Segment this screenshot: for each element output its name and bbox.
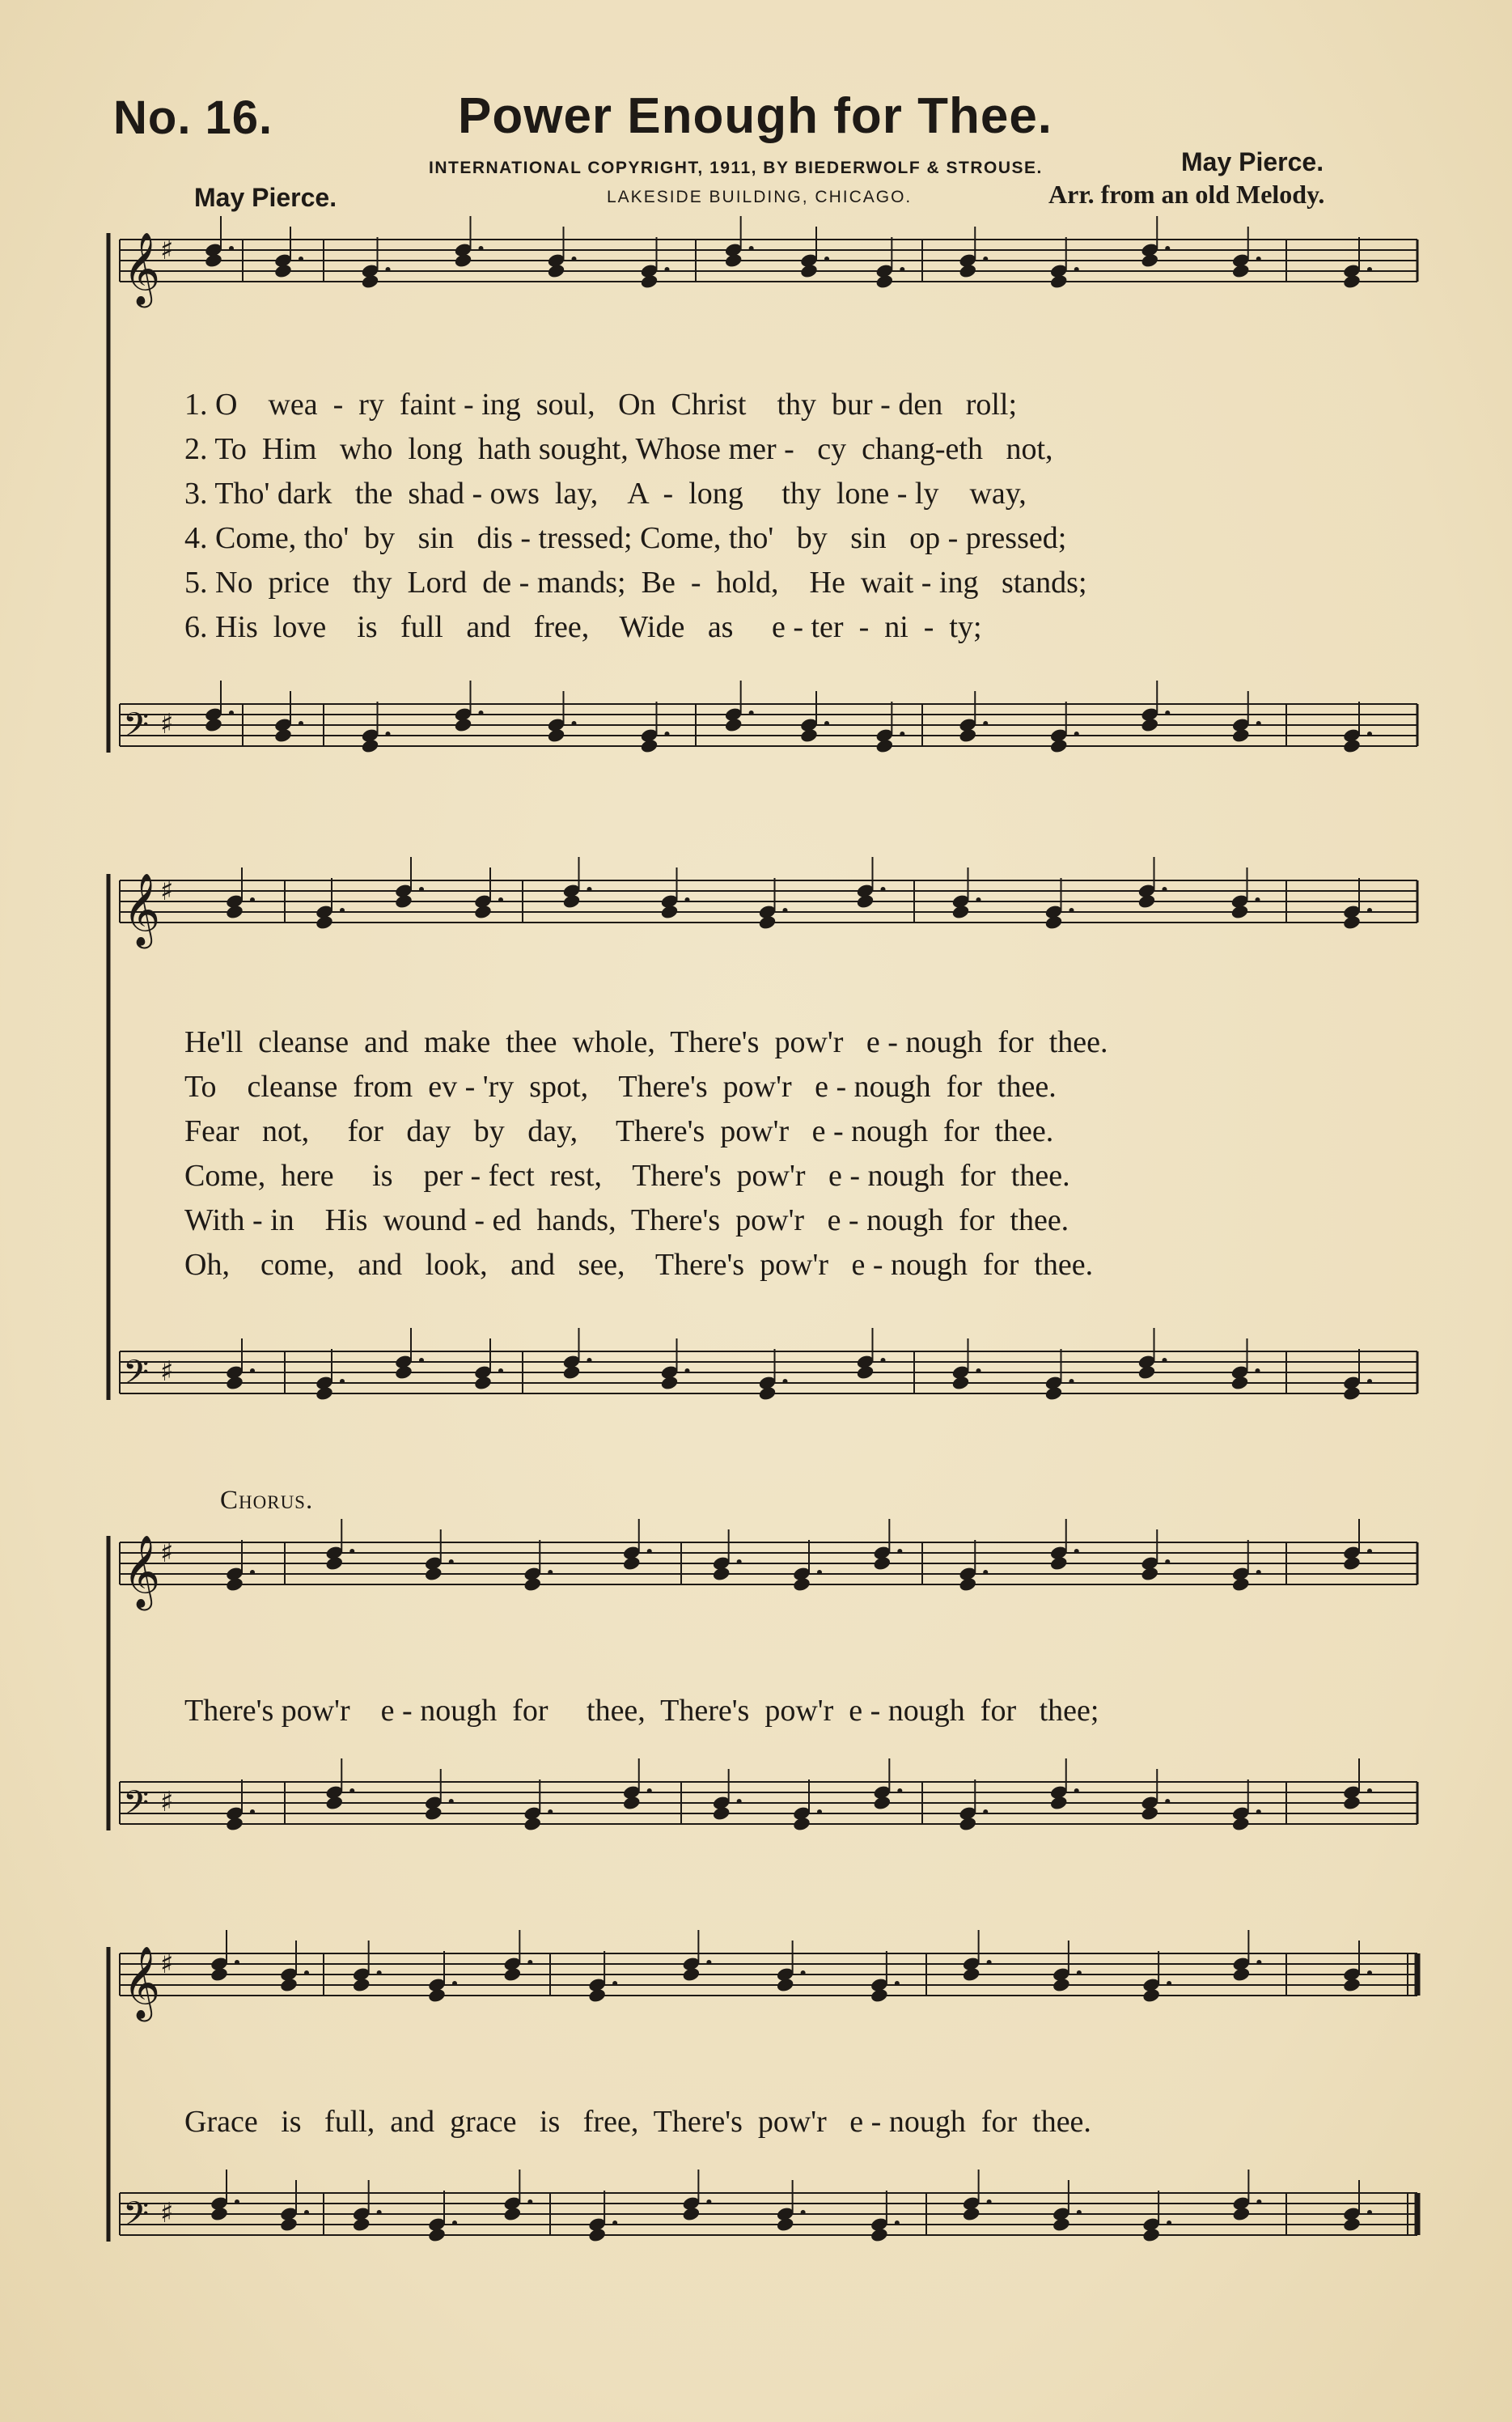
svg-text:♯: ♯	[160, 234, 174, 266]
music-credit: May Pierce.	[1181, 147, 1324, 176]
svg-text:𝄞: 𝄞	[123, 232, 161, 305]
svg-text:♯: ♯	[160, 875, 174, 907]
verse-4-line-2: Come, here is per - fect rest, There's pow'r e - nough for thee.	[184, 1159, 1070, 1193]
arrangement-credit: Arr. from an old Melody.	[1048, 180, 1325, 209]
verse-1-line-2: He'll cleanse and make thee whole, There's pow'r e - nough for thee.	[184, 1025, 1108, 1059]
copyright-notice: INTERNATIONAL COPYRIGHT, 1911, BY BIEDERWOLF & STROUSE.	[429, 159, 1043, 177]
words-credit: May Pierce.	[194, 183, 337, 212]
verse-1-line-1: 1. O wea - ry faint - ing soul, On Christ thy bur - den roll;	[184, 388, 1018, 422]
hymn-title: Power Enough for Thee.	[458, 88, 1053, 144]
svg-text:𝄢: 𝄢	[123, 1784, 150, 1830]
svg-text:𝄢: 𝄢	[123, 1353, 150, 1400]
svg-text:♯: ♯	[160, 1355, 174, 1388]
chorus-label: Chorus.	[220, 1486, 314, 1515]
hymn-number: No. 16.	[113, 91, 273, 144]
verse-5-line-2: With - in His wound - ed hands, There's pow'r e - nough for thee.	[184, 1203, 1069, 1237]
chorus-line-1: There's pow'r e - nough for thee, There's pow'r e - nough for thee;	[184, 1694, 1099, 1728]
svg-text:𝄞: 𝄞	[123, 1946, 161, 2019]
verse-3-line-2: Fear not, for day by day, There's pow'r e - nough for thee.	[184, 1114, 1054, 1148]
svg-text:𝄢: 𝄢	[123, 706, 150, 753]
verse-6-line-2: Oh, come, and look, and see, There's pow'r e - nough for thee.	[184, 1248, 1094, 1282]
chorus-line-2: Grace is full, and grace is free, There's pow'r e - nough for thee.	[184, 2105, 1091, 2139]
verse-6-line-1: 6. His love is full and free, Wide as e - ter - ni - ty;	[184, 610, 982, 644]
verse-4-line-1: 4. Come, tho' by sin dis - tressed; Come, tho' by sin op - pressed;	[184, 521, 1067, 555]
svg-text:𝄞: 𝄞	[123, 873, 161, 946]
svg-text:♯: ♯	[160, 1537, 174, 1569]
svg-text:♯: ♯	[160, 708, 174, 740]
verse-2-line-2: To cleanse from ev - 'ry spot, There's pow'r e - nough for thee.	[184, 1070, 1057, 1104]
publisher-address: LAKESIDE BUILDING, CHICAGO.	[607, 188, 913, 206]
svg-text:♯: ♯	[160, 1948, 174, 1980]
svg-text:♯: ♯	[160, 1786, 174, 1818]
svg-text:♯: ♯	[160, 2197, 174, 2229]
verse-2-line-1: 2. To Him who long hath sought, Whose mer - cy chang-eth not,	[184, 432, 1053, 466]
svg-text:𝄞: 𝄞	[123, 1535, 161, 1608]
svg-text:𝄢: 𝄢	[123, 2195, 150, 2242]
verse-3-line-1: 3. Tho' dark the shad - ows lay, A - long thy lone - ly way,	[184, 477, 1027, 511]
verse-5-line-1: 5. No price thy Lord de - mands; Be - hold, He wait - ing stands;	[184, 566, 1087, 600]
